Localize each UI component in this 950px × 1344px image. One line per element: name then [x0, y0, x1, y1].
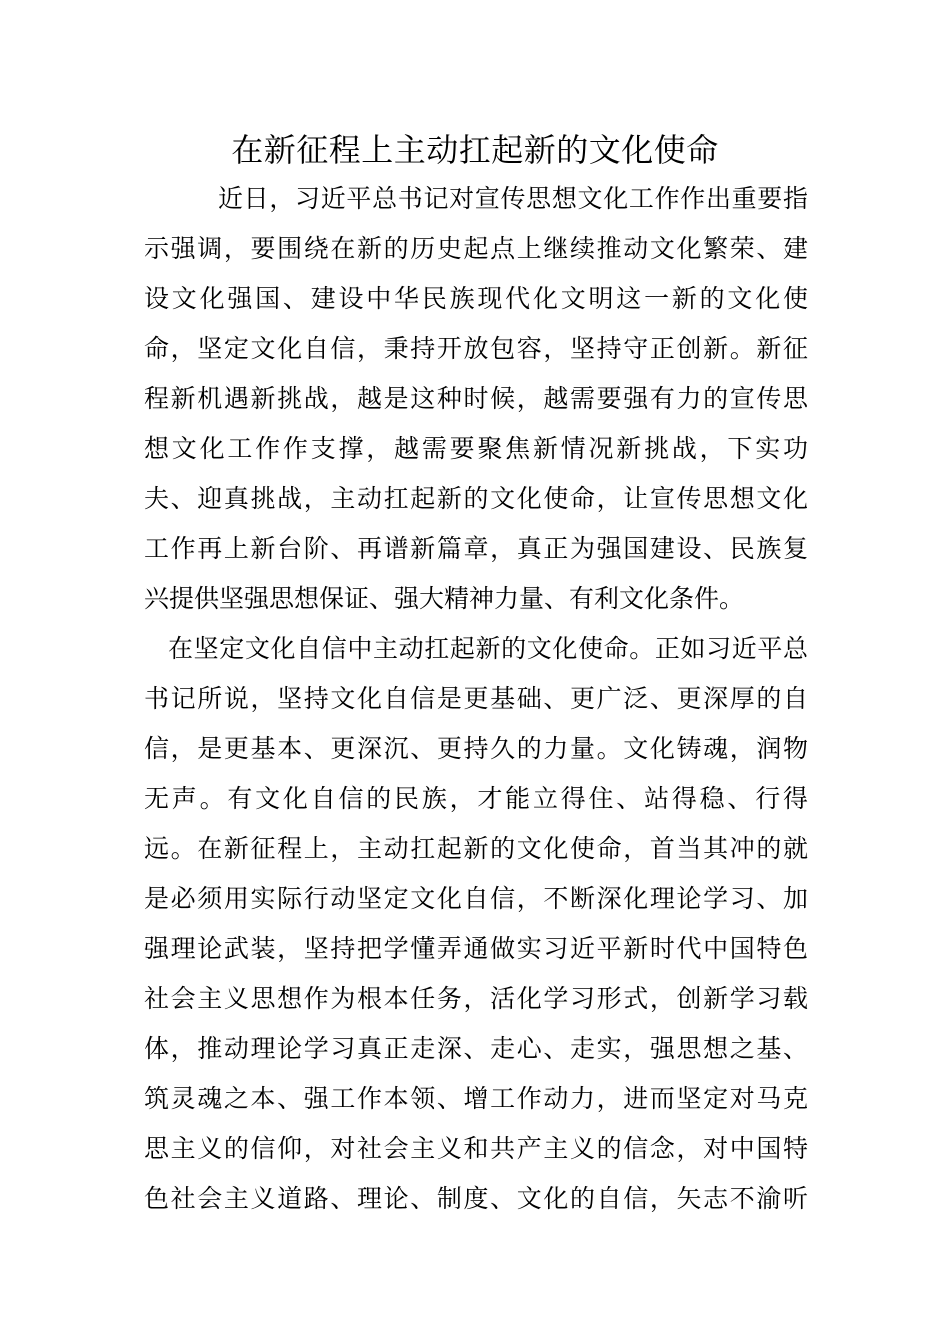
paragraph-2-line: 信，是更基本、更深沉、更持久的力量。文化铸魂，润物	[144, 734, 808, 763]
paragraph-2-line: 无声。有文化自信的民族，才能立得住、站得稳、行得	[144, 784, 808, 813]
paragraph-1-line: 夫、迎真挑战，主动扛起新的文化使命，让宣传思想文化	[144, 484, 808, 513]
paragraph-1-line: 想文化工作作支撑，越需要聚焦新情况新挑战，下实功	[144, 434, 808, 463]
paragraph-2-line: 体，推动理论学习真正走深、走心、走实，强思想之基、	[144, 1034, 808, 1063]
paragraph-1-line: 命，坚定文化自信，秉持开放包容，坚持守正创新。新征	[144, 334, 808, 363]
paragraph-1-line: 示强调，要围绕在新的历史起点上继续推动文化繁荣、建	[144, 234, 808, 263]
paragraph-2-line: 远。在新征程上，主动扛起新的文化使命，首当其冲的就	[144, 834, 808, 863]
paragraph-1-line: 近日，习近平总书记对宣传思想文化工作作出重要指	[218, 184, 808, 213]
paragraph-2-line: 强理论武装，坚持把学懂弄通做实习近平新时代中国特色	[144, 934, 808, 963]
paragraph-2-line: 思主义的信仰，对社会主义和共产主义的信念，对中国特	[144, 1134, 808, 1163]
paragraph-2-line: 色社会主义道路、理论、制度、文化的自信，矢志不渝听	[144, 1184, 808, 1213]
paragraph-1-line: 设文化强国、建设中华民族现代化文明这一新的文化使	[144, 284, 808, 313]
paragraph-2-line: 在坚定文化自信中主动扛起新的文化使命。正如习近平总	[168, 634, 808, 663]
paragraph-1-line: 程新机遇新挑战，越是这种时候，越需要强有力的宣传思	[144, 384, 808, 413]
paragraph-2-line: 书记所说，坚持文化自信是更基础、更广泛、更深厚的自	[144, 684, 808, 713]
document-title: 在新征程上主动扛起新的文化使命	[231, 131, 719, 169]
paragraph-2-line: 是必须用实际行动坚定文化自信，不断深化理论学习、加	[144, 884, 808, 913]
paragraph-2-line: 筑灵魂之本、强工作本领、增工作动力，进而坚定对马克	[144, 1084, 808, 1113]
paragraph-2-line: 社会主义思想作为根本任务，活化学习形式，创新学习载	[144, 984, 808, 1013]
paragraph-1-line: 工作再上新台阶、再谱新篇章，真正为强国建设、民族复	[144, 534, 808, 563]
paragraph-1-line: 兴提供坚强思想保证、强大精神力量、有利文化条件。	[144, 584, 745, 613]
